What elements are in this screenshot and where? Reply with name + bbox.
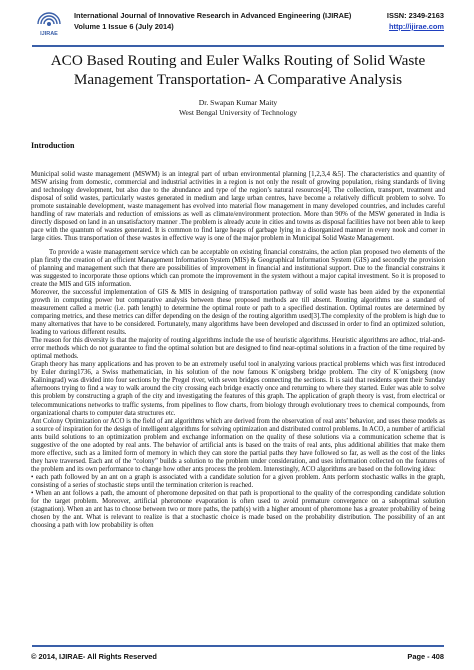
paragraph: Graph theory has many applications and has proven to be an extremely useful tool in analyzing various practical problems which was first introduced by Euler during1736, a Swiss mathematician, in his solution of the now famous K¨onigsberg bridge problem. The city of K¨onigsberg (now Kaliningrad) was divided into four sections by the Pregel river, with seven bridges connecting the sections. It is said that residents spent their Sunday afternoons trying to find a way to walk around the city crossing each bridge exactly once and returning to where they started. Euler was able to solve this problem by constructing a graph of the city and investigating the features of this graph. The application of graph theory is vast, from electrical or telecommunications networks to traffic systems, from pipelines to flow charts, from biology through evolutionary trees to chemical compounds, from organizational charts to computer data structures etc.: [31, 361, 445, 417]
paragraph: Municipal solid waste management (MSWM) is an integral part of urban environmental planning [1,2,3,4 &5]. The characteristics and quantity of MSW arising from domestic, commercial and industrial activities in a region is not only the result of growing population, rising standards of living and technology development, but also due to the abundance and type of the region’s natural resources[4]. The collection, transport, treatment and disposal of solid wastes, particularly wastes generated in medium and large urban centres, have become a relatively difficult problem to solve. To promote sustainable development, waste management has evolved into material flow management in many developed countries, and includes careful handling of raw materials and reduction of emissions as well as climate/environment protection. More than 90% of the MSW generated in India is directly disposed on land in an unsatisfactory manner .The problem is already acute in cities and towns as disposal facilities have not been able to keep pace with the quantum of wastes generated. It is common to find large heaps of garbage lying in a disorganized manner in every nook and corner in large cities. Thus transportation of these wastes in effective way is one of the major problem in Municipal Solid Waste Management.: [31, 171, 445, 243]
footer-divider: [32, 645, 444, 647]
paragraph: To provide a waste management service which can be acceptable on existing financial constrains, the action plan proposed two elements of the plan firstly the creation of an efficient Management Information System (MIS) & Geographical Information System (GIS) and secondly the provision of planning and management such that there are possibilities of improvement in financial and institutional support. Due to the financial constrains it was suggested to incorporate those options which can promote the improvement in the system without a major capital investment. So it is proposed to create the MIS and GIS information.: [31, 248, 445, 288]
journal-url-link[interactable]: http://ijirae.com: [388, 22, 444, 31]
footer-copyright: © 2014, IJIRAE- All Rights Reserved: [31, 652, 157, 661]
journal-issn: ISSN: 2349-2163: [386, 11, 444, 20]
introduction-body: [31, 171, 445, 530]
paper-title-line1: ACO Based Routing and Euler Walks Routing of Solid Waste: [50, 52, 426, 69]
author-name: Dr. Swapan Kumar Maity: [198, 98, 278, 107]
paragraph: Moreover, the successful implementation of GIS & MIS in designing of transportation pathway of solid waste has been aided by the exponential growth in computing power but comparative analysis between these proposed methods are till absent. Routing algorithms use a standard of measurement called a metric (i.e. path length) to determine the optimal route or path to a specified destination. Optimal routes are determined by comparing metrics, and these metrics can differ depending on the design of the routing algorithm used[3].The complexity of the problem is high due to many alternatives that have to be considered. Fortunately, many algorithms have been developed and discussed in order to find an optimized solution, leading to various different results.: [31, 288, 445, 337]
header-divider: [32, 45, 444, 47]
author-affiliation: West Bengal University of Technology: [178, 108, 298, 117]
paragraph: Ant Colony Optimization or ACO is the field of ant algorithms which are derived from the observation of real ants’ behavior, and uses these models as a source of inspiration for the design of intelligent algorithms for solving optimization and distributed control problems. In ACO, a number of artificial ants build solutions to an optimization problem and exchange information on the quality of these solutions via a communication scheme that is suggestive of the one adopted by real ants. The behavior of artificial ants is based on the traits of real ants, plus additional abilities that make them more effective, such as a limited form of memory in which they can store the partial paths they have followed so far, as well as the cost of the links they have traversed. Each ant of the “colony” builds a solution to the problem under consideration, and uses information collected on the features of the problem and its own performance to change how other ants process the problem. Interestingly, ACO algorithms are based on the following idea:: [31, 417, 445, 473]
journal-name: International Journal of Innovative Research in Advanced Engineering (IJIRAE): [74, 11, 352, 20]
paper-title-line2: Management Transportation- A Comparative Analysis: [73, 71, 403, 88]
paragraph: The reason for this diversity is that the majority of routing algorithms include the use of heuristic algorithms. Heuristic algorithms are adhoc, trial-and-error methods which do not guarantee to find the optimal solution but are designed to find near-optimal solutions in a fraction of the time required by optimal methods.: [31, 337, 445, 361]
bullet-item: • each path followed by an ant on a graph is associated with a candidate solution for a given problem. Ants perform stochastic walks in the graph, consisting of a series of stochastic steps until the termination criterion is reached.: [31, 473, 445, 489]
bullet-item: • When an ant follows a path, the amount of pheromone deposited on that path is proportional to the quality of the corresponding candidate solution for the target problem. Moreover, artificial pheromone evaporation is often used to avoid premature convergence on a suboptimal solution (stagnation). When an ant has to choose between two or more paths, the path(s) with a higher amount of pheromone has a greater probability of being chosen by the ant. What is relevant to realize is that a stochastic choice is made based on the probability distribution. The possibility of an ant choosing a path with low probability is often: [31, 490, 445, 530]
section-heading-introduction: Introduction: [31, 141, 75, 150]
journal-volume: Volume 1 Issue 6 (July 2014): [74, 22, 174, 31]
footer-page-number: Page - 408: [407, 652, 444, 661]
journal-header: [32, 8, 444, 44]
journal-logo-icon: [32, 10, 66, 38]
logo-wordmark: IJIRAE: [40, 31, 58, 37]
